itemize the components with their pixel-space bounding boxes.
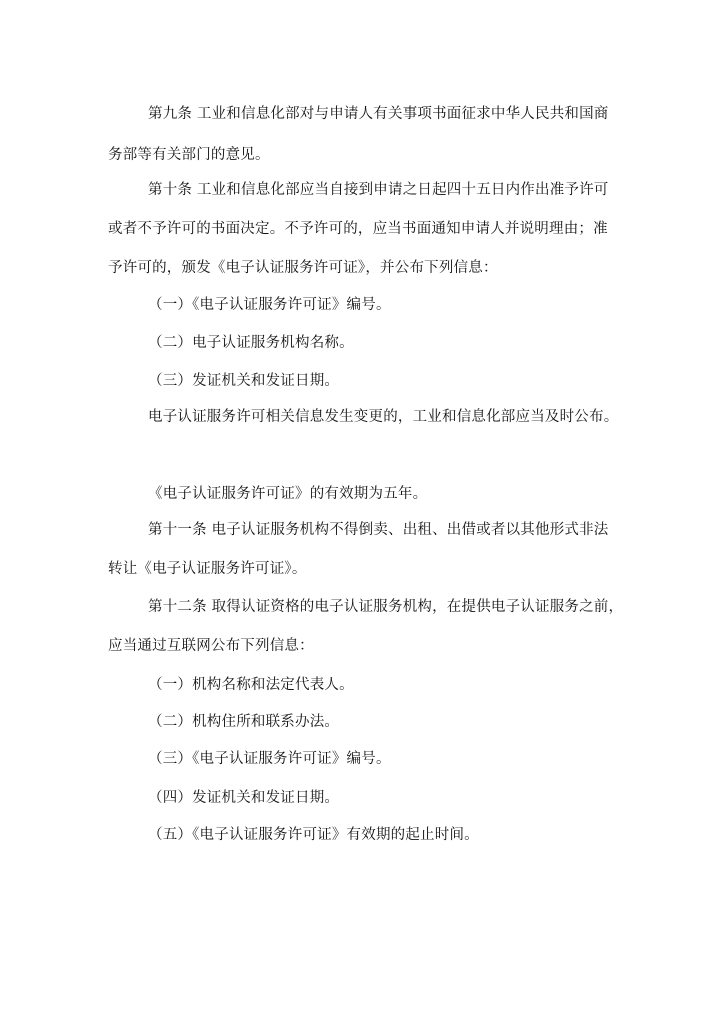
article-9-line-1: 第九条 工业和信息化部对与申请人有关事项书面征求中华人民共和国商 bbox=[148, 106, 609, 122]
article-10-item-3: （三）发证机关和发证日期。 bbox=[148, 373, 340, 389]
article-9-line-2: 务部等有关部门的意见。 bbox=[108, 147, 270, 163]
article-10-line-3: 予许可的，颁发《电子认证服务许可证》，并公布下列信息： bbox=[108, 260, 498, 276]
article-11-line-1: 第十一条 电子认证服务机构不得倒卖、出租、出借或者以其他形式非法 bbox=[148, 522, 609, 538]
article-10-item-1: （一）《电子认证服务许可证》编号。 bbox=[148, 297, 391, 313]
article-10-line-2: 或者不予许可的书面决定。不予许可的，应当书面通知申请人并说明理由；准 bbox=[108, 221, 608, 237]
article-12-item-3: （三）《电子认证服务许可证》编号。 bbox=[148, 751, 391, 767]
article-10-line-1: 第十条 工业和信息化部应当自接到申请之日起四十五日内作出准予许可 bbox=[148, 182, 609, 198]
article-11-line-2: 转让《电子认证服务许可证》。 bbox=[108, 561, 307, 577]
article-10-item-2: （二）电子认证服务机构名称。 bbox=[148, 335, 354, 351]
article-12-item-2: （二）机构住所和联系办法。 bbox=[148, 714, 340, 730]
article-12-line-1: 第十二条 取得认证资格的电子认证服务机构，在提供电子认证服务之前， bbox=[148, 599, 624, 615]
license-validity-line: 《电子认证服务许可证》的有效期为五年。 bbox=[148, 486, 428, 502]
article-12-item-4: （四）发证机关和发证日期。 bbox=[148, 790, 340, 806]
article-12-item-5: （五）《电子认证服务许可证》有效期的起止时间。 bbox=[148, 827, 479, 843]
article-12-line-2: 应当通过互联网公布下列信息： bbox=[108, 638, 314, 654]
article-10-change-note: 电子认证服务许可相关信息发生变更的，工业和信息化部应当及时公布。 bbox=[148, 409, 619, 425]
article-12-item-1: （一）机构名称和法定代表人。 bbox=[148, 677, 354, 693]
